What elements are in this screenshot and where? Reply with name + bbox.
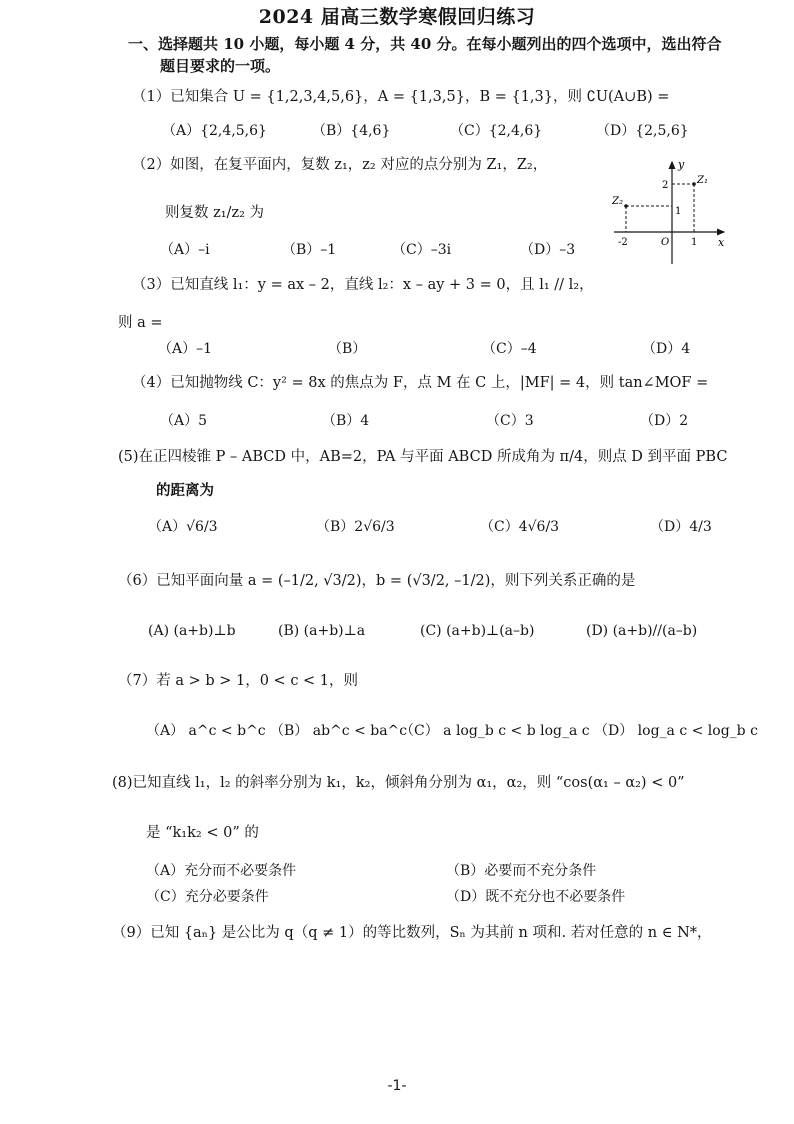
q6-option-d: (D) (a+b)//(a–b) <box>586 623 698 639</box>
q8-option-d: （D）既不充分也不必要条件 <box>446 889 626 905</box>
q5-option-a: （A）√6/3 <box>148 519 218 535</box>
q5-option-d: （D）4/3 <box>650 519 712 535</box>
q2-complex-plane-figure <box>606 156 732 268</box>
q4-option-b: （B）4 <box>322 413 370 429</box>
q2-stem-line2: 则复数 z₁/z₂ 为 <box>165 205 265 221</box>
q1-stem: （1）已知集合 U = {1,2,3,4,5,6}，A = {1,3,5}，B = {1,3}，则 ∁U(A∪B) = <box>132 89 670 105</box>
q2-option-a: （A）–i <box>160 242 210 258</box>
tick-x-1: 1 <box>691 237 698 248</box>
q7-option-c: （C） a log_b c < b log_a c <box>400 723 590 739</box>
q8-stem: (8)已知直线 l₁，l₂ 的斜率分别为 k₁，k₂，倾斜角分别为 α₁，α₂，则 “cos(α₁ – α₂) < 0” <box>112 775 685 791</box>
page-title: 2024 届高三数学寒假回归练习 <box>258 6 536 28</box>
z1-point <box>692 182 696 186</box>
q1-option-d: （D）{2,5,6} <box>596 123 689 139</box>
z2-label: Z₂ <box>612 196 623 207</box>
tick-y-1: 1 <box>675 206 682 217</box>
q3-option-c: （C）–4 <box>482 341 537 357</box>
q6-option-a: (A) (a+b)⊥b <box>148 623 236 639</box>
q1-option-c: （C）{2,4,6} <box>450 123 543 139</box>
q2-option-c: （C）–3i <box>392 242 452 258</box>
q5-stem-line2: 的距离为 <box>156 482 214 499</box>
z1-label: Z₁ <box>697 175 708 186</box>
section-instructions-line1: 一、选择题共 10 小题，每小题 4 分，共 40 分。在每小题列出的四个选项中，选出符合 <box>128 35 722 53</box>
q1-option-b: （B）{4,6} <box>312 123 391 139</box>
q6-option-b: (B) (a+b)⊥a <box>278 623 366 639</box>
q8-option-c: （C）充分必要条件 <box>146 889 269 905</box>
q4-option-a: （A）5 <box>160 413 208 429</box>
q4-stem: （4）已知抛物线 C：y² = 8x 的焦点为 F，点 M 在 C 上，|MF| = 4，则 tan∠MOF = <box>132 375 709 391</box>
page-number: -1- <box>387 1078 407 1094</box>
q3-stem-line2: 则 a = <box>118 315 163 331</box>
q8-option-a: （A）充分而不必要条件 <box>146 863 297 879</box>
q3-stem: （3）已知直线 l₁：y = ax – 2，直线 l₂：x – ay + 3 = 0，且 l₁ // l₂， <box>132 277 594 293</box>
q2-stem: （2）如图，在复平面内，复数 z₁，z₂ 对应的点分别为 Z₁，Z₂， <box>132 157 548 173</box>
q8-option-b: （B）必要而不充分条件 <box>446 863 597 879</box>
q7-option-d: （D） log_a c < log_b c <box>594 723 758 739</box>
q3-option-d: （D）4 <box>642 341 691 357</box>
q4-option-c: （C）3 <box>486 413 534 429</box>
x-axis-label: x <box>718 236 725 249</box>
q7-option-b: （B） ab^c < ba^c <box>270 723 408 739</box>
q7-option-a: （A） a^c < b^c <box>146 723 266 739</box>
q5-stem: (5)在正四棱锥 P – ABCD 中，AB=2，PA 与平面 ABCD 所成角为 π/4，则点 D 到平面 PBC <box>118 449 728 465</box>
tick-y-2: 2 <box>662 180 669 191</box>
z2-point <box>624 204 628 208</box>
tick-x-neg2: -2 <box>618 237 628 248</box>
q6-stem: （6）已知平面向量 a = (–1/2, √3/2)，b = (√3/2, –1/2)，则下列关系正确的是 <box>118 573 636 589</box>
q3-option-a: （A）–1 <box>158 341 213 357</box>
q2-option-b: （B）–1 <box>282 242 337 258</box>
q8-stem-line2: 是 “k₁k₂ < 0” 的 <box>146 825 259 841</box>
y-axis-label: y <box>678 158 685 171</box>
q9-stem: （9）已知 {aₙ} 是公比为 q（q ≠ 1）的等比数列，Sₙ 为其前 n 项和. 若对任意的 n ∈ N*， <box>112 925 712 941</box>
q2-option-d: （D）–3 <box>520 242 576 258</box>
section-instructions-line2: 题目要求的一项。 <box>160 57 281 75</box>
q5-option-c: （C）4√6/3 <box>480 519 560 535</box>
q4-option-d: （D）2 <box>640 413 689 429</box>
origin-label: O <box>661 237 670 248</box>
q7-stem: （7）若 a > b > 1，0 < c < 1，则 <box>118 673 359 689</box>
q3-option-b: （B） <box>328 341 367 357</box>
q6-option-c: (C) (a+b)⊥(a–b) <box>420 623 535 639</box>
q1-option-a: （A）{2,4,5,6} <box>162 123 267 139</box>
q5-option-b: （B）2√6/3 <box>316 519 395 535</box>
